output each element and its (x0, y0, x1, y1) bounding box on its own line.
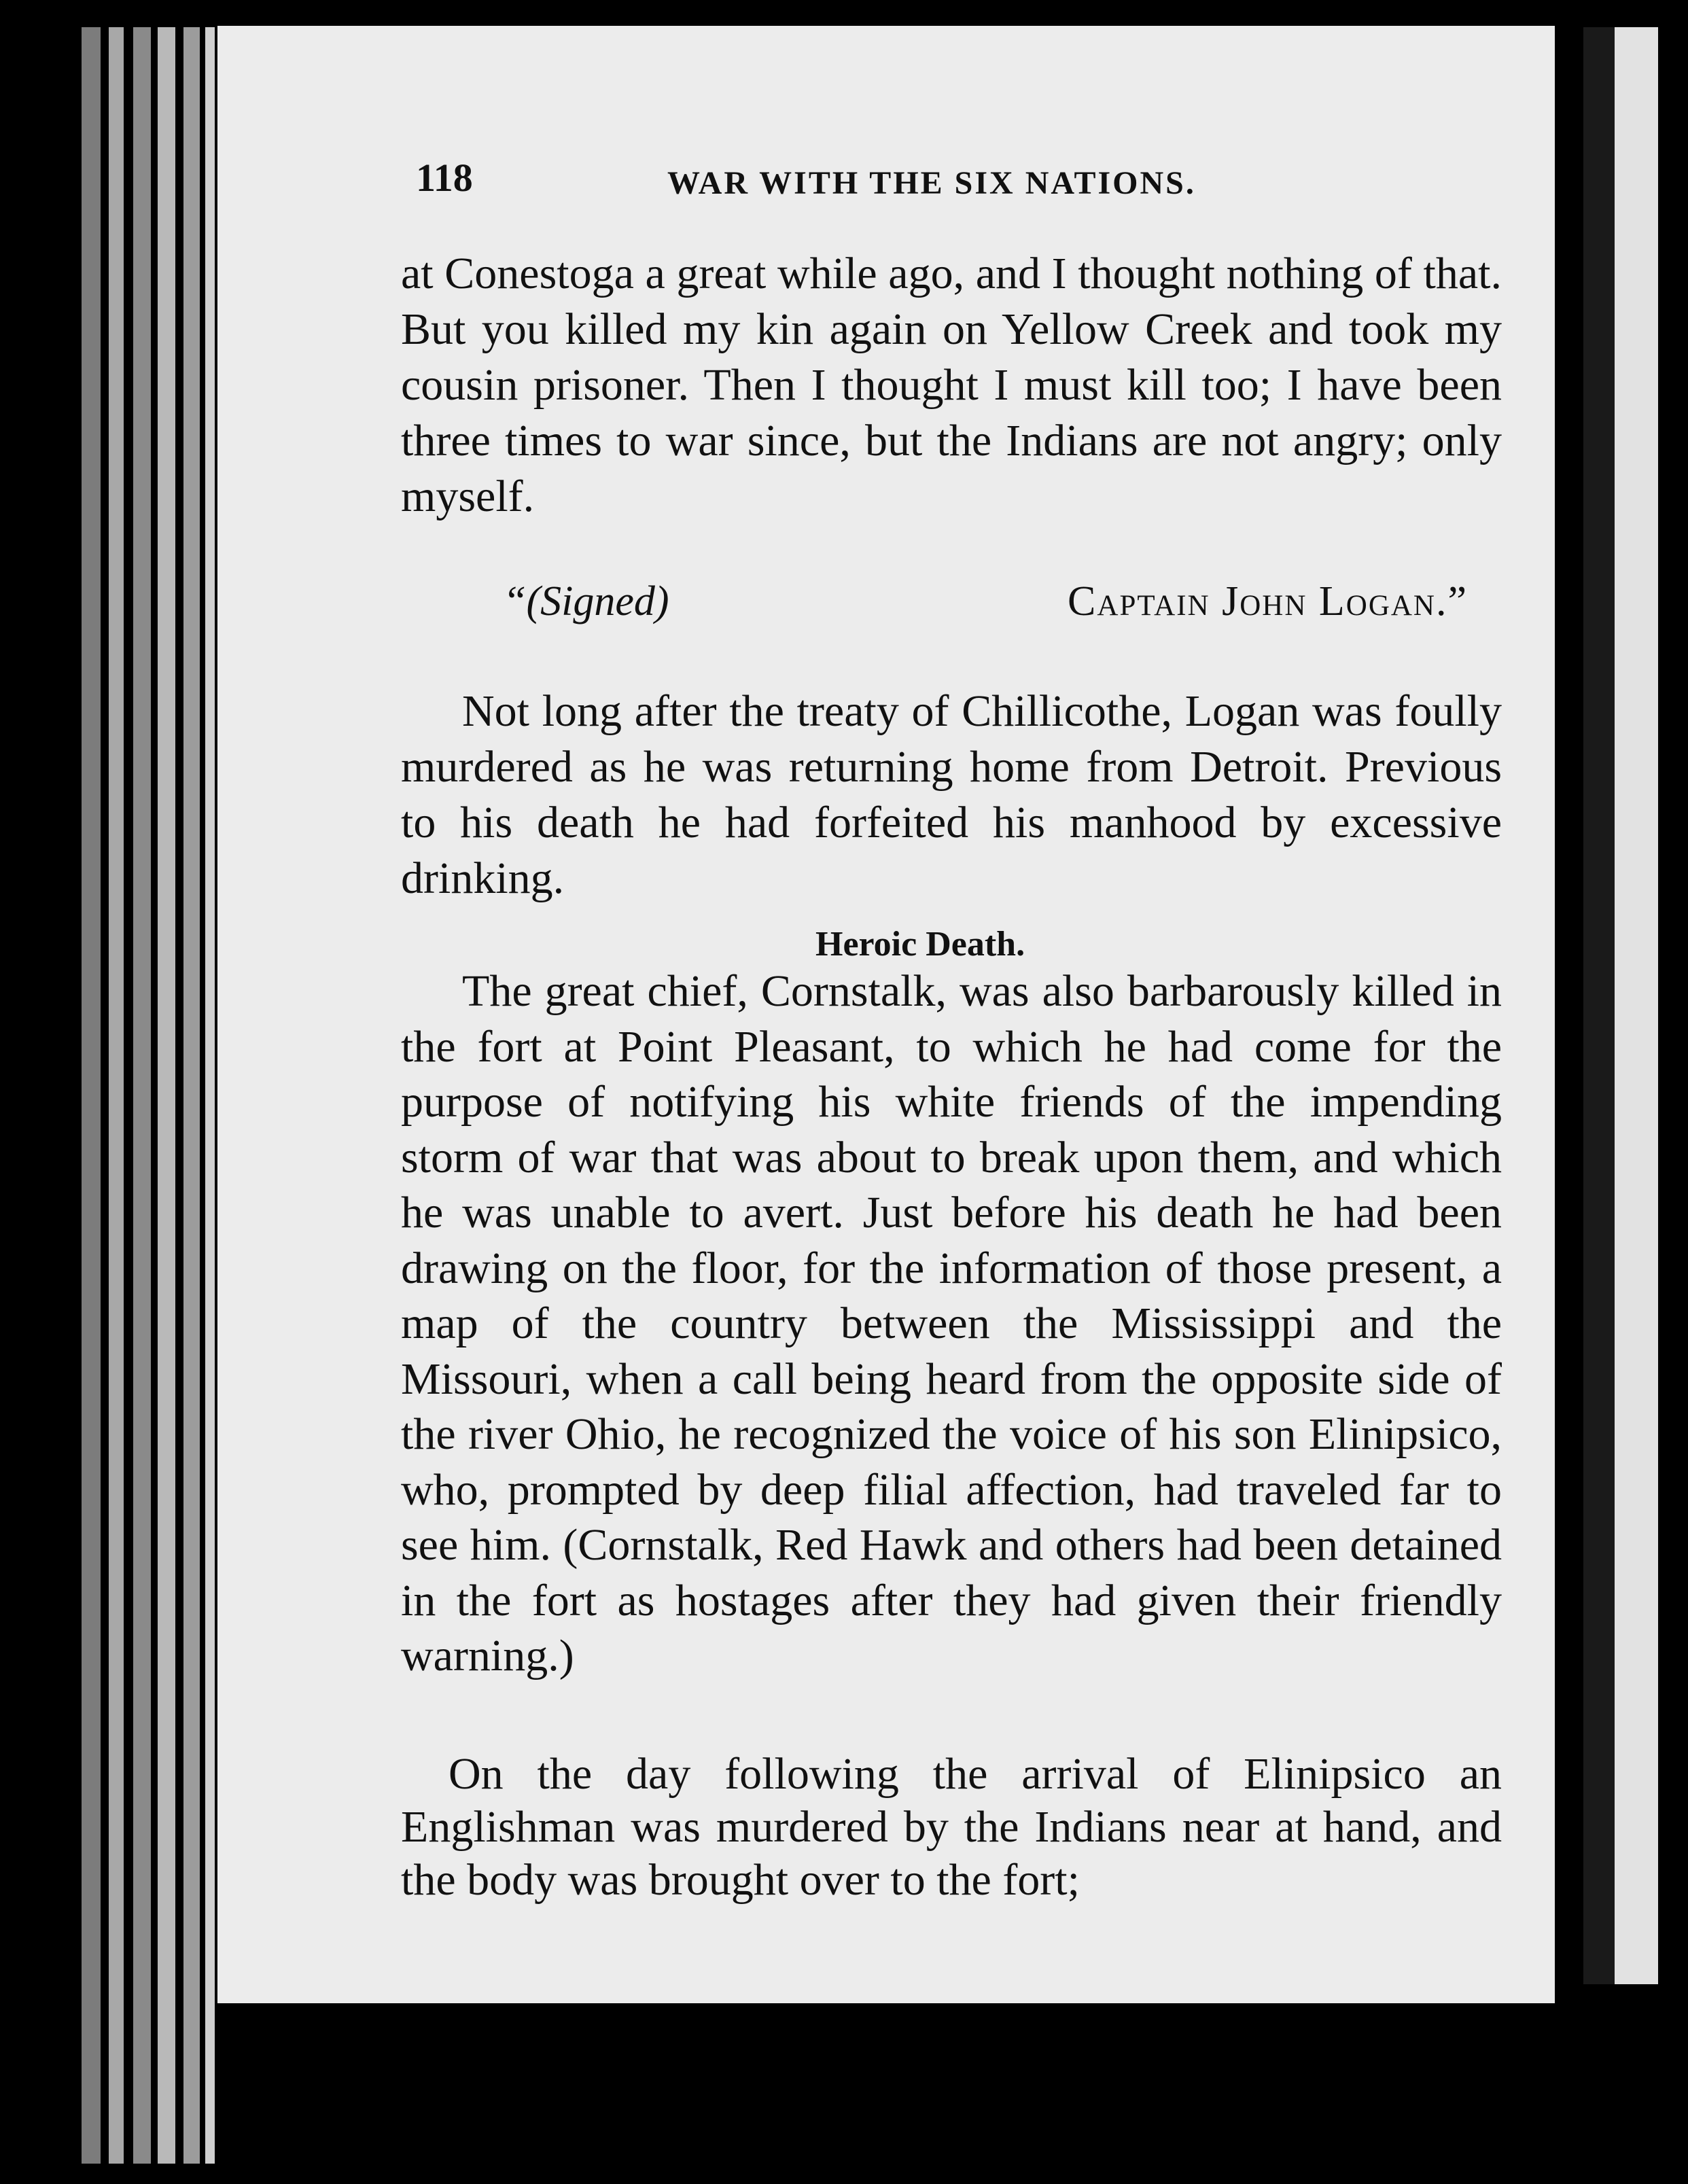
book-edge (158, 27, 175, 2164)
paragraph-cornstalk: The great chief, Cornstalk, was also barbarously killed in the fort at Point Pleasant, to which he had come for the purpose of notifying his white friends of the impending storm of war that was about to break upon them, and which he was unable to avert. Just before his death he had been drawing on the floor, for the information of those present, a map of the country between the Mississippi and the Missouri, when a call being heard from the opposite side of the river Ohio, he recognized the voice of his son Elinipsico, who, prompted by deep filial affection, had traveled far to see him. (Cornstalk, Red Hawk and others had been detained in the fort as hostages after they had given their friendly warning.) (401, 966, 1502, 1680)
facing-page-edge (1583, 27, 1658, 1984)
page-number: 118 (416, 156, 473, 200)
page-header (416, 155, 1265, 216)
paragraph-logan-death: Not long after the treaty of Chillicothe, Logan was foully murdered as he was returning home from Detroit. Previous to his death he had forfeited his manhood by excessive drinking. (401, 686, 1502, 903)
signature-line (503, 578, 1468, 639)
paragraph-letter-ending: at Conestoga a great while ago, and I thought nothing of that. But you killed my kin again on Yellow Creek and took my cousin prisoner. Then I thought I must kill too; I have been three times to war since, but the Indians are not angry; only myself. (401, 249, 1502, 521)
book-edge (109, 27, 124, 2164)
running-head: WAR WITH THE SIX NATIONS. (667, 165, 1196, 201)
paragraph-elinipsico: On the day following the arrival of Elinipsico an Englishman was murdered by the Indians near at hand, and the body was brought over to the fort; (401, 1749, 1502, 1905)
signer-name: Captain John Logan.” (1068, 578, 1468, 624)
book-edge (183, 27, 200, 2164)
book-edge (133, 27, 151, 2164)
book-edge (82, 27, 101, 2164)
book-edge (205, 27, 215, 2164)
signed-label: “(Signed) (503, 578, 669, 624)
section-heading: Heroic Death. (815, 925, 1025, 964)
